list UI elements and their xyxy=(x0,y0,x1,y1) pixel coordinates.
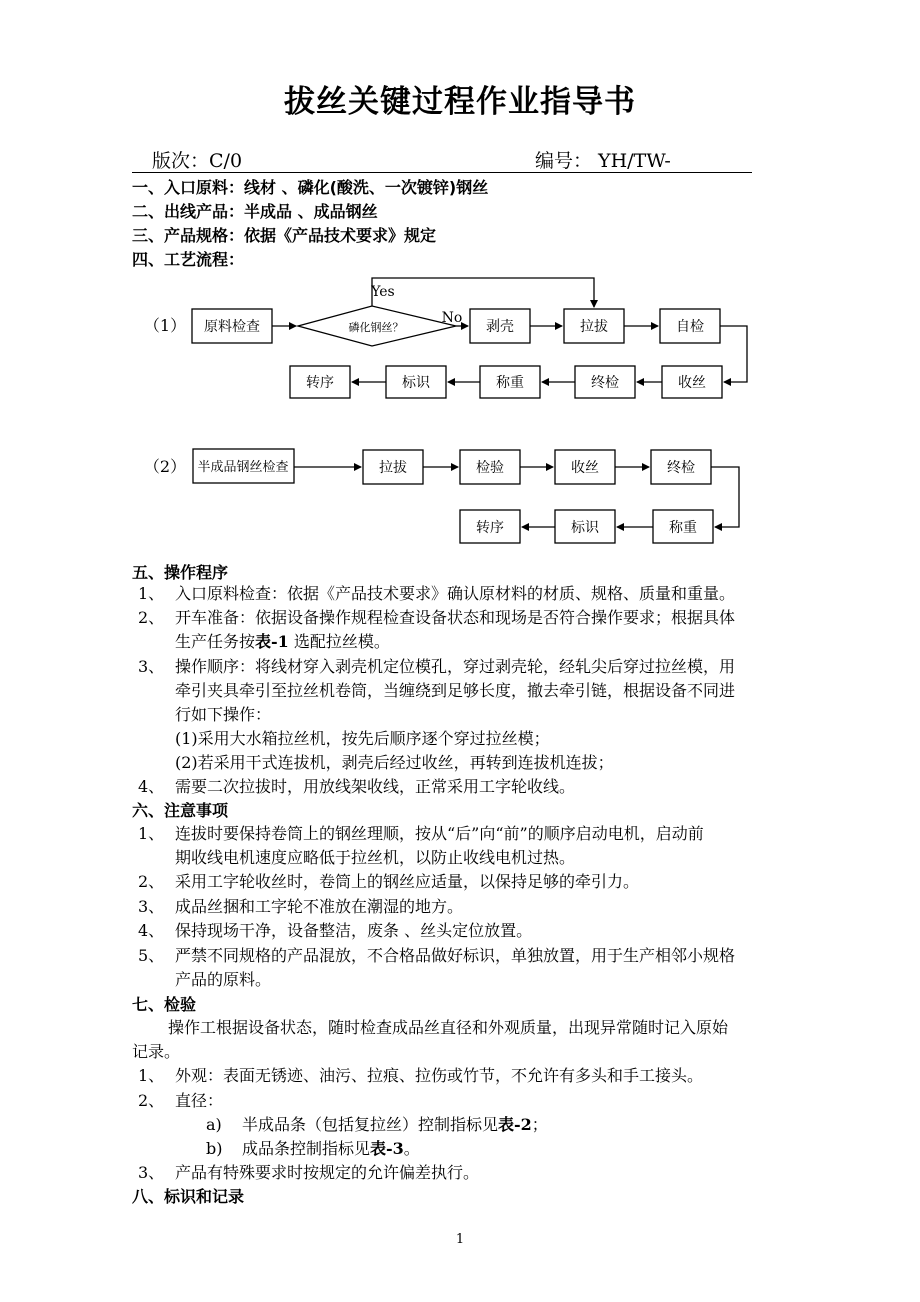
flow2-step: 标识 xyxy=(571,520,599,536)
flow1-step: 称重 xyxy=(496,375,524,391)
flow1-step-start: 原料检查 xyxy=(204,319,260,335)
document-code-label: 编号： YH/TW- xyxy=(535,150,671,172)
list-item-text: 生产任务按表-1 选配拉丝模。 xyxy=(175,632,390,651)
intro-process-flow: 四、工艺流程： xyxy=(132,250,245,269)
list-item-text: 直径： xyxy=(175,1091,224,1110)
flow1-step: 自检 xyxy=(676,319,704,335)
list-item-text: 需要二次拉拔时，用放线架收线，正常采用工字轮收线。 xyxy=(175,777,576,796)
intro-product-spec: 三、产品规格：依据《产品技术要求》规定 xyxy=(132,226,437,245)
sub-list-letter: b) xyxy=(206,1139,223,1158)
flow2-step: 检验 xyxy=(476,460,504,476)
flow2-step: 终检 xyxy=(667,460,695,476)
flow1-step: 标识 xyxy=(402,375,430,391)
list-item-text: 行如下操作： xyxy=(175,705,272,724)
list-item-text: 牵引夹具牵引至拉丝机卷筒，当缠绕到足够长度，撤去牵引链，根据设备不同进 xyxy=(175,681,736,700)
flow1-step: 剥壳 xyxy=(486,319,514,335)
flow1-no-label: No xyxy=(441,310,463,326)
sub-list-text: 半成品条（包括复拉丝）控制指标见表-2； xyxy=(242,1115,548,1134)
list-item-text: 成品丝捆和工字轮不准放在潮湿的地方。 xyxy=(175,897,464,916)
flow1-decision: 磷化钢丝？ xyxy=(348,321,404,334)
list-number: 4、 xyxy=(138,921,165,940)
list-item-text: (1)采用大水箱拉丝机，按先后顺序逐个穿过拉丝模； xyxy=(175,729,550,748)
list-number: 2、 xyxy=(138,608,165,627)
list-item-text: 期收线电机速度应略低于拉丝机，以防止收线电机过热。 xyxy=(175,848,576,867)
list-item-text: 产品有特殊要求时按规定的允许偏差执行。 xyxy=(175,1163,480,1182)
flow2-label: （2） xyxy=(143,457,187,476)
flow2-step: 拉拔 xyxy=(379,460,407,476)
paragraph-text: 操作工根据设备状态，随时检查成品丝直径和外观质量，出现异常随时记入原始 xyxy=(168,1018,729,1037)
list-number: 1、 xyxy=(138,584,165,603)
list-item-text: 连拔时要保持卷筒上的钢丝理顺，按从“后”向“前”的顺序启动电机，启动前 xyxy=(175,824,704,843)
list-number: 1、 xyxy=(138,1066,165,1085)
list-number: 4、 xyxy=(138,777,165,796)
paragraph-text: 记录。 xyxy=(132,1042,181,1061)
flow1-label: （1） xyxy=(143,316,187,335)
list-item-text: 开车准备：依据设备操作规程检查设备状态和现场是否符合操作要求；根据具体 xyxy=(175,608,736,627)
section6-heading: 六、注意事项 xyxy=(132,801,229,820)
flow2-step: 收丝 xyxy=(571,460,599,476)
list-item-text: 采用工字轮收丝时，卷筒上的钢丝应适量，以保持足够的牵引力。 xyxy=(175,872,640,891)
list-number: 5、 xyxy=(138,946,165,965)
list-number: 3、 xyxy=(138,657,165,676)
list-item-text: 严禁不同规格的产品混放，不合格品做好标识，单独放置，用于生产相邻小规格 xyxy=(175,946,736,965)
document-title: 拔丝关键过程作业指导书 xyxy=(284,84,636,120)
flow2-step: 转序 xyxy=(476,520,504,536)
sub-list-text: 成品条控制指标见表-3。 xyxy=(242,1139,420,1158)
list-number: 3、 xyxy=(138,1163,165,1182)
flow1-step: 转序 xyxy=(306,375,334,391)
list-number: 2、 xyxy=(138,1091,165,1110)
list-item-text: (2)若采用干式连拔机，剥壳后经过收丝，再转到连拔机连拔； xyxy=(175,753,614,772)
list-item-text: 保持现场干净，设备整洁，废条 、丝头定位放置。 xyxy=(175,921,533,940)
list-item-text: 入口原料检查：依据《产品技术要求》确认原材料的材质、规格、质量和重量。 xyxy=(175,584,736,603)
sub-list-letter: a) xyxy=(206,1115,222,1134)
section7-heading: 七、检验 xyxy=(132,995,197,1014)
list-number: 2、 xyxy=(138,872,165,891)
list-item-text: 外观：表面无锈迹、油污、拉痕、拉伤或竹节，不允许有多头和手工接头。 xyxy=(175,1066,704,1085)
flow2-step-start: 半成品钢丝检查 xyxy=(197,460,289,475)
process-flow-diagram-1 xyxy=(0,0,920,560)
flow1-step: 拉拔 xyxy=(580,319,608,335)
flow1-step: 收丝 xyxy=(678,375,706,391)
list-number: 3、 xyxy=(138,897,165,916)
list-number: 1、 xyxy=(138,824,165,843)
section5-heading: 五、操作程序 xyxy=(132,563,229,582)
flow1-yes-label: Yes xyxy=(371,284,395,300)
section8-heading: 八、标识和记录 xyxy=(132,1187,245,1206)
flow2-step: 称重 xyxy=(669,520,697,536)
intro-output-product: 二、出线产品：半成品 、成品钢丝 xyxy=(132,202,378,221)
flow1-step: 终检 xyxy=(591,375,619,391)
page-number: 1 xyxy=(455,1232,465,1247)
list-item-text: 产品的原料。 xyxy=(175,970,272,989)
version-label: 版次：C/0 xyxy=(152,150,243,172)
list-item-text: 操作顺序：将线材穿入剥壳机定位模孔，穿过剥壳轮，经轧尖后穿过拉丝模，用 xyxy=(175,657,736,676)
intro-raw-material: 一、入口原料：线材 、磷化(酸洗、一次镀锌)钢丝 xyxy=(132,178,489,197)
